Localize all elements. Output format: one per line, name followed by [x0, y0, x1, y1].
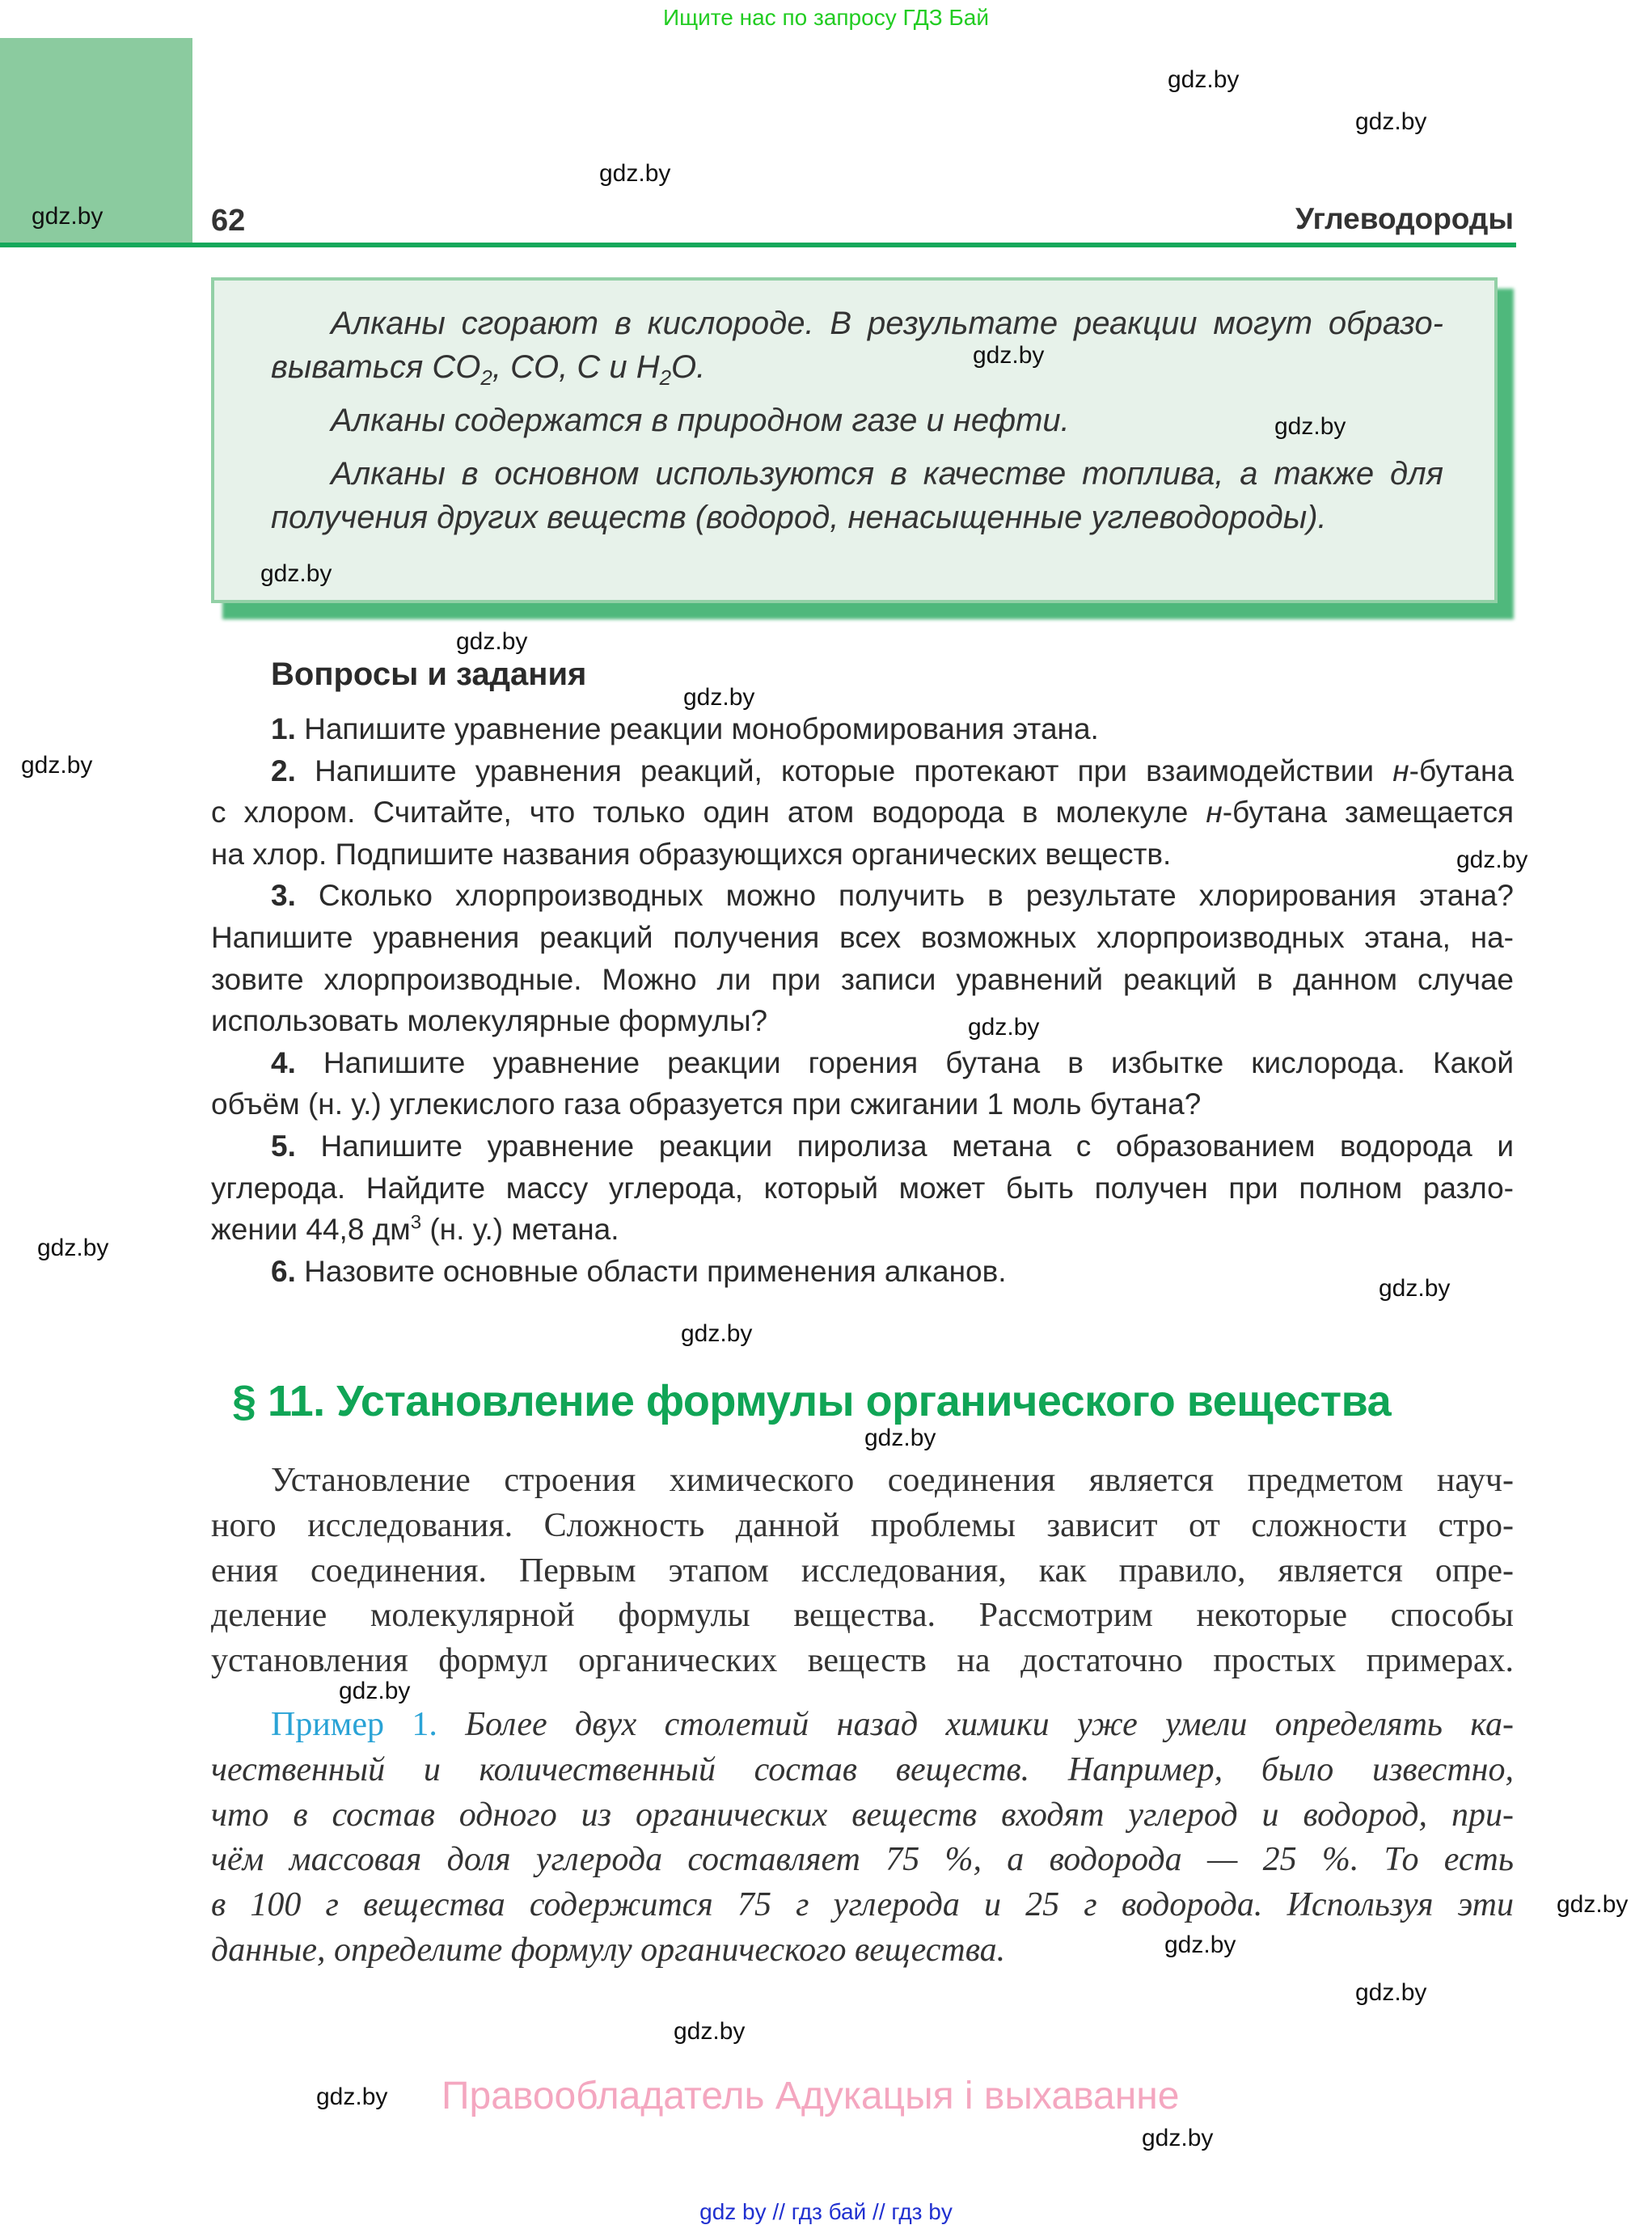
- watermark: gdz.by: [32, 203, 104, 230]
- text-line: [211, 792, 1514, 834]
- watermark: gdz.by: [864, 1425, 936, 1451]
- text-segment: Алканы сгорают в кислороде. В результате реакции могут образо-: [331, 306, 1443, 341]
- text-line: [211, 1000, 1514, 1042]
- section-title: § 11. Установление формулы органического вещества: [232, 1377, 1392, 1425]
- text-segment: Напишите уравнения реакций получения всех возможных хлорпроизводных этана, на-: [211, 920, 1514, 954]
- text-line: [211, 750, 1514, 792]
- text-segment: углерода. Найдите массу углерода, который может быть получен при полном разло-: [211, 1171, 1514, 1205]
- watermark: gdz.by: [599, 160, 671, 187]
- question-number: 1.: [271, 712, 296, 745]
- text-segment: чественный и количественный состав веществ. Например, было известно,: [211, 1750, 1514, 1788]
- text-line: [211, 917, 1514, 959]
- text-segment: ения соединения. Первым этапом исследования, как правило, является опре-: [211, 1552, 1514, 1590]
- text-segment: Установление строения химического соединения является предметом науч-: [271, 1462, 1514, 1499]
- text-segment: деление молекулярной формулы вещества. Рассмотрим некоторые способы: [211, 1597, 1514, 1635]
- text-line: [211, 1703, 1514, 1748]
- text-segment: н: [1392, 754, 1409, 787]
- text-line: [211, 1928, 1514, 1974]
- text-segment: Напишите уравнение реакции горения бутана в избытке кислорода. Какой: [295, 1045, 1514, 1079]
- watermark: gdz.by: [1142, 2125, 1214, 2151]
- footer-links[interactable]: gdz by // гдз бай // гдз by: [699, 2199, 953, 2224]
- text-line: [211, 1042, 1514, 1084]
- text-line: [211, 834, 1514, 876]
- text-segment: Назовите основные области применения алканов.: [295, 1254, 1007, 1288]
- text-line: [271, 452, 1443, 496]
- question-number: 3.: [271, 879, 296, 913]
- watermark: gdz.by: [1557, 1891, 1629, 1918]
- text-segment: 2: [659, 365, 672, 390]
- text-segment: что в состав одного из органических веществ входят углерод и водород, при-: [211, 1796, 1514, 1834]
- search-hint: Ищите нас по запросу ГДЗ Бай: [662, 5, 990, 30]
- watermark: gdz.by: [1355, 108, 1427, 135]
- watermark: gdz.by: [21, 752, 93, 779]
- text-line: [211, 1167, 1514, 1210]
- watermark: gdz.by: [316, 2084, 388, 2110]
- rights-holder-note: Правообладатель Адукацыя і выхаванне: [442, 2075, 1180, 2117]
- watermark: gdz.by: [1168, 66, 1240, 93]
- watermark: gdz.by: [973, 342, 1045, 369]
- header-rule: [0, 243, 1516, 247]
- text-line: [211, 1748, 1514, 1793]
- text-segment: объём (н. у.) углекислого газа образуется при сжигании 1 моль бутана?: [211, 1087, 1202, 1121]
- text-segment: Напишите уравнение реакции монобромирования этана.: [295, 712, 1099, 745]
- watermark: gdz.by: [681, 1320, 753, 1347]
- page-number: 62: [211, 204, 246, 238]
- text-segment: вываться CO: [271, 349, 481, 385]
- text-segment: Сколько хлорпроизводных можно получить в результате хлорирования этана?: [295, 879, 1514, 913]
- watermark: gdz.by: [339, 1678, 411, 1704]
- question-number: 6.: [271, 1254, 296, 1288]
- text-segment: (н. у.) метана.: [421, 1213, 619, 1247]
- text-segment: O.: [671, 349, 706, 385]
- text-line: [211, 708, 1514, 750]
- watermark: gdz.by: [1456, 847, 1528, 873]
- text-segment: с хлором. Считайте, что только один атом водорода в молекуле: [211, 796, 1206, 830]
- text-line: [271, 342, 1443, 390]
- text-segment: получения других веществ (водород, ненасыщенные углеводороды).: [271, 500, 1327, 535]
- text-segment: 2: [480, 365, 492, 390]
- text-segment: жении 44,8 дм: [211, 1213, 411, 1247]
- text-segment: установления формул органических веществ на достаточно простых примерах.: [211, 1642, 1514, 1680]
- example-paragraph: [211, 1703, 1514, 1974]
- text-line: [211, 1594, 1514, 1639]
- text-segment: Напишите уравнения реакций, которые протекают при взаимодействии: [295, 754, 1393, 787]
- text-line: [211, 1549, 1514, 1594]
- text-line: [211, 1209, 1514, 1251]
- text-segment: Алканы содержатся в природном газе и нефти.: [331, 403, 1070, 438]
- question-number: 4.: [271, 1045, 296, 1079]
- watermark: gdz.by: [674, 2018, 746, 2045]
- watermark: gdz.by: [37, 1235, 109, 1261]
- text-segment: -бутана: [1409, 754, 1514, 787]
- watermark: gdz.by: [456, 628, 528, 655]
- example-label: Пример 1.: [271, 1706, 437, 1743]
- text-segment: н: [1206, 796, 1223, 830]
- text-segment: -бутана замещается: [1222, 796, 1514, 830]
- text-line: [211, 1838, 1514, 1883]
- text-line: [211, 1504, 1514, 1549]
- text-line: [211, 1125, 1514, 1167]
- questions-list: [211, 708, 1514, 1292]
- watermark: gdz.by: [683, 684, 755, 711]
- summary-text: [271, 302, 1443, 539]
- watermark: gdz.by: [260, 560, 332, 587]
- question-number: 2.: [271, 754, 296, 787]
- text-line: [211, 959, 1514, 1001]
- text-line: [211, 1459, 1514, 1504]
- text-segment: , CO, C и H: [492, 349, 660, 385]
- text-line: [271, 302, 1443, 345]
- text-segment: Алканы в основном используются в качестве топлива, а также для: [331, 456, 1443, 492]
- watermark: gdz.by: [1164, 1932, 1236, 1958]
- text-segment: Напишите уравнение реакции пиролиза метана с образованием водорода и: [295, 1129, 1514, 1163]
- intro-paragraph: [211, 1459, 1514, 1684]
- text-line: [211, 1251, 1514, 1293]
- text-segment: 3: [410, 1211, 422, 1234]
- text-segment: Более двух столетий назад химики уже умели определять ка-: [437, 1706, 1514, 1743]
- text-segment: ного исследования. Сложность данной проблемы зависит от сложности стро-: [211, 1506, 1514, 1544]
- text-segment: на хлор. Подпишите названия образующихся органических веществ.: [211, 837, 1172, 871]
- watermark: gdz.by: [968, 1014, 1040, 1041]
- text-segment: зовите хлорпроизводные. Можно ли при записи уравнений реакций в данном случае: [211, 962, 1514, 996]
- text-segment: в 100 г вещества содержится 75 г углерода и 25 г водорода. Используя эти: [211, 1886, 1514, 1924]
- watermark: gdz.by: [1379, 1275, 1451, 1302]
- questions-heading: Вопросы и задания: [271, 657, 587, 692]
- text-line: [211, 1083, 1514, 1125]
- text-line: [271, 399, 1443, 442]
- text-segment: данные, определите формулу органического вещества.: [211, 1931, 1006, 1969]
- text-line: [211, 875, 1514, 917]
- text-line: [211, 1793, 1514, 1839]
- question-number: 5.: [271, 1129, 296, 1163]
- text-segment: использовать молекулярные формулы?: [211, 1004, 768, 1038]
- chapter-title: Углеводороды: [1295, 202, 1514, 235]
- watermark: gdz.by: [1355, 1979, 1427, 2006]
- text-line: [211, 1883, 1514, 1928]
- text-line: [271, 496, 1443, 539]
- text-segment: чём массовая доля углерода составляет 75 %, а водорода — 25 %. То есть: [211, 1841, 1514, 1879]
- watermark: gdz.by: [1274, 413, 1346, 440]
